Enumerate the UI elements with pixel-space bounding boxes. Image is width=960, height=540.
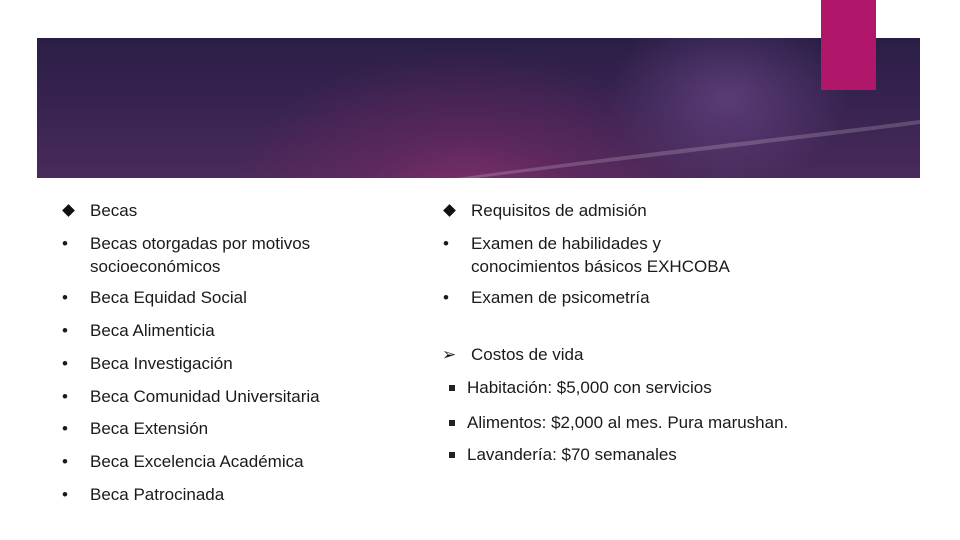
arrowhead-bullet-icon: ➢ (442, 345, 457, 364)
left-item-8: Beca Patrocinada (90, 485, 225, 504)
cost-item-2: Alimentos: $2,000 al mes. Pura marushan. (467, 413, 789, 432)
cost-item-3: Lavandería: $70 semanales (467, 445, 677, 464)
left-heading: Becas (90, 201, 138, 220)
dot-bullet-icon: • (443, 234, 449, 253)
right-item-1-line-1: Examen de habilidades y (471, 234, 661, 253)
left-item-6: Beca Extensión (90, 419, 209, 438)
left-item-1-line-1: Becas otorgadas por motivos (90, 234, 311, 253)
left-item-5: Beca Comunidad Universitaria (90, 387, 320, 406)
square-bullet-icon (449, 385, 455, 391)
dot-bullet-icon: • (62, 419, 68, 438)
diamond-bullet-icon (62, 204, 75, 217)
diamond-bullet-icon (443, 204, 456, 217)
left-item-4: Beca Investigación (90, 354, 233, 373)
dot-bullet-icon: • (62, 288, 68, 307)
right-item-2: Examen de psicometría (471, 288, 650, 307)
right-heading: Requisitos de admisión (471, 201, 647, 220)
costs-heading: Costos de vida (471, 345, 584, 364)
dot-bullet-icon: • (443, 288, 449, 307)
right-item-1-line-2: conocimientos básicos EXHCOBA (471, 257, 730, 276)
dot-bullet-icon: • (62, 387, 68, 406)
square-bullet-icon (449, 420, 455, 426)
banner-decoration (37, 38, 920, 178)
dot-bullet-icon: • (62, 354, 68, 373)
header-banner (37, 38, 920, 178)
dot-bullet-icon: • (62, 452, 68, 471)
left-item-2: Beca Equidad Social (90, 288, 247, 307)
dot-bullet-icon: • (62, 485, 68, 504)
dot-bullet-icon: • (62, 234, 68, 253)
square-bullet-icon (449, 452, 455, 458)
left-item-7: Beca Excelencia Académica (90, 452, 304, 471)
dot-bullet-icon: • (62, 321, 68, 340)
accent-tab (821, 0, 876, 90)
left-item-3: Beca Alimenticia (90, 321, 215, 340)
cost-item-1: Habitación: $5,000 con servicios (467, 378, 712, 397)
left-item-1-line-2: socioeconómicos (90, 257, 221, 276)
